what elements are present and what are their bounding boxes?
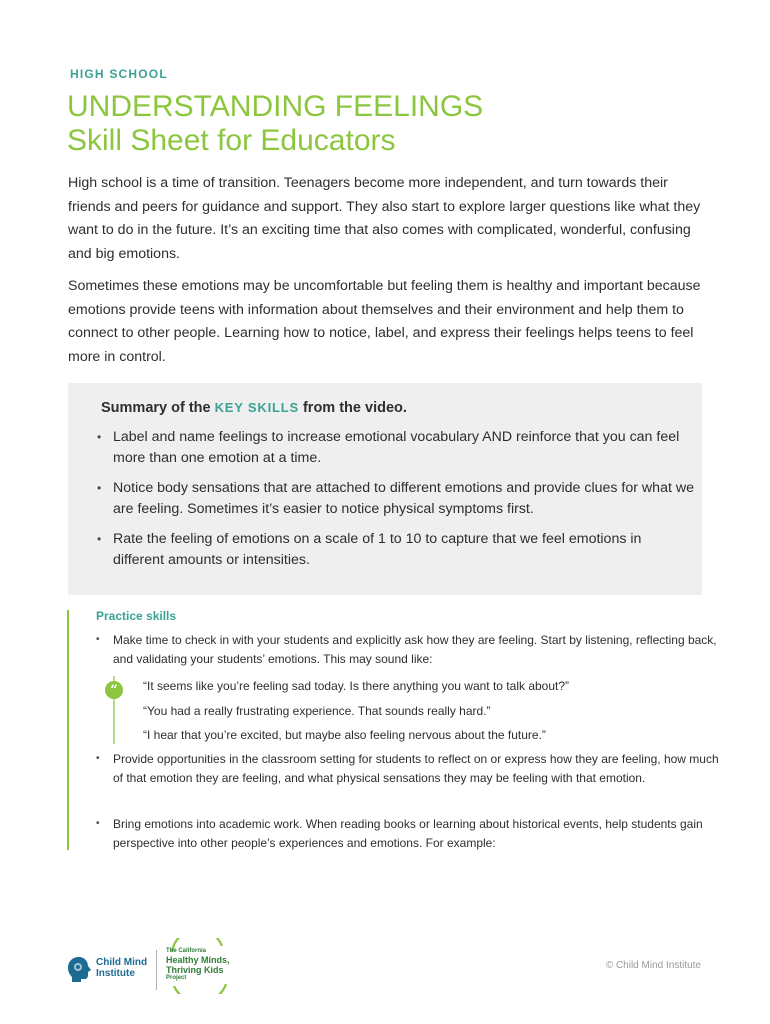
title-line-sub: Skill Sheet for Educators: [67, 124, 396, 157]
healthy-minds-logo: [162, 938, 242, 994]
bullet-icon: •: [97, 430, 102, 444]
hm-line-2: Thriving Kids: [166, 965, 224, 975]
bullet-icon: •: [96, 634, 100, 645]
summary-heading-highlight: KEY SKILLS: [214, 400, 299, 415]
summary-heading-suffix: from the video.: [298, 400, 407, 416]
bullet-icon: •: [96, 818, 100, 829]
summary-item-text: Notice body sensations that are attached to different emotions and provide clues for what we are feeling. Sometimes it’s easier to notice physical symptoms first.: [113, 480, 694, 517]
child-mind-institute-logo: [66, 955, 156, 985]
cmi-wordmark: [96, 957, 147, 979]
practice-heading: Practice skills: [96, 609, 177, 623]
example-quote: “I hear that you’re excited, but maybe also feeling nervous about the future.”: [143, 728, 546, 742]
cmi-line-2: Institute: [96, 968, 135, 979]
bullet-icon: •: [96, 753, 100, 764]
summary-list: [95, 427, 695, 580]
cmi-line-1: Child Mind: [96, 957, 148, 968]
bullet-icon: •: [97, 481, 102, 495]
quote-icon: “: [105, 681, 123, 699]
example-quote: “You had a really frustrating experience. That sounds really hard.”: [143, 704, 491, 718]
head-profile-icon: [66, 955, 92, 983]
practice-item-text: Make time to check in with your students and explicitly ask how they are feeling. Start by listening, reflecting back, and validating your students’ emotions. This may sound like:: [113, 633, 717, 666]
title-line-main: UNDERSTANDING FEELINGS: [67, 90, 484, 123]
practice-item: [96, 815, 723, 852]
hm-line-3: Project: [166, 975, 187, 981]
copyright-notice: © Child Mind Institute: [605, 960, 701, 971]
grade-level-label: HIGH SCHOOL: [70, 67, 168, 81]
page-title: [67, 90, 707, 158]
list-item: [95, 529, 695, 571]
intro-paragraph-2: Sometimes these emotions may be uncomfortable but feeling them is healthy and important because emotions provide teens with information about themselves and their environment and help them to connect to other people. Learning how to notice, label, and express their feelings helps teens to feel more in control.: [68, 278, 701, 365]
summary-item-text: Label and name feelings to increase emotional vocabulary AND reinforce that you can feel more than one emotion at a time.: [113, 429, 680, 466]
key-skills-summary: [68, 383, 702, 595]
practice-item-text: Bring emotions into academic work. When reading books or learning about historical events, help students gain perspective into other people’s experiences and emotions. For example:: [113, 817, 703, 850]
summary-heading: [101, 400, 407, 416]
healthy-minds-wordmark: [166, 948, 230, 982]
summary-heading-prefix: Summary of the: [101, 400, 215, 416]
hm-line-1: Healthy Minds,: [166, 955, 230, 965]
summary-item-text: Rate the feeling of emotions on a scale of 1 to 10 to capture that we feel emotions in different amounts or intensities.: [113, 531, 642, 568]
footer-divider: [156, 950, 157, 990]
list-item: [95, 478, 695, 520]
example-quote: “It seems like you’re feeling sad today. Is there anything you want to talk about?”: [143, 679, 570, 693]
hm-line-0: The California: [166, 948, 207, 954]
practice-item-text: Provide opportunities in the classroom setting for students to reflect on or express how they are feeling, how much of that emotion they are feeling, and what physical sensations they may be feeling with that emotion.: [113, 752, 719, 785]
practice-item: [96, 631, 723, 668]
list-item: [95, 427, 695, 469]
bullet-icon: •: [97, 532, 102, 546]
practice-accent-rule: [67, 610, 69, 850]
practice-item: [96, 750, 723, 787]
intro-paragraph-1: High school is a time of transition. Teenagers become more independent, and turn towards their friends and peers for guidance and support. They also start to explore larger questions like what they want to do in the future. It’s an exciting time that also comes with complicated, wonderful, confusing and big emotions.: [68, 175, 701, 262]
